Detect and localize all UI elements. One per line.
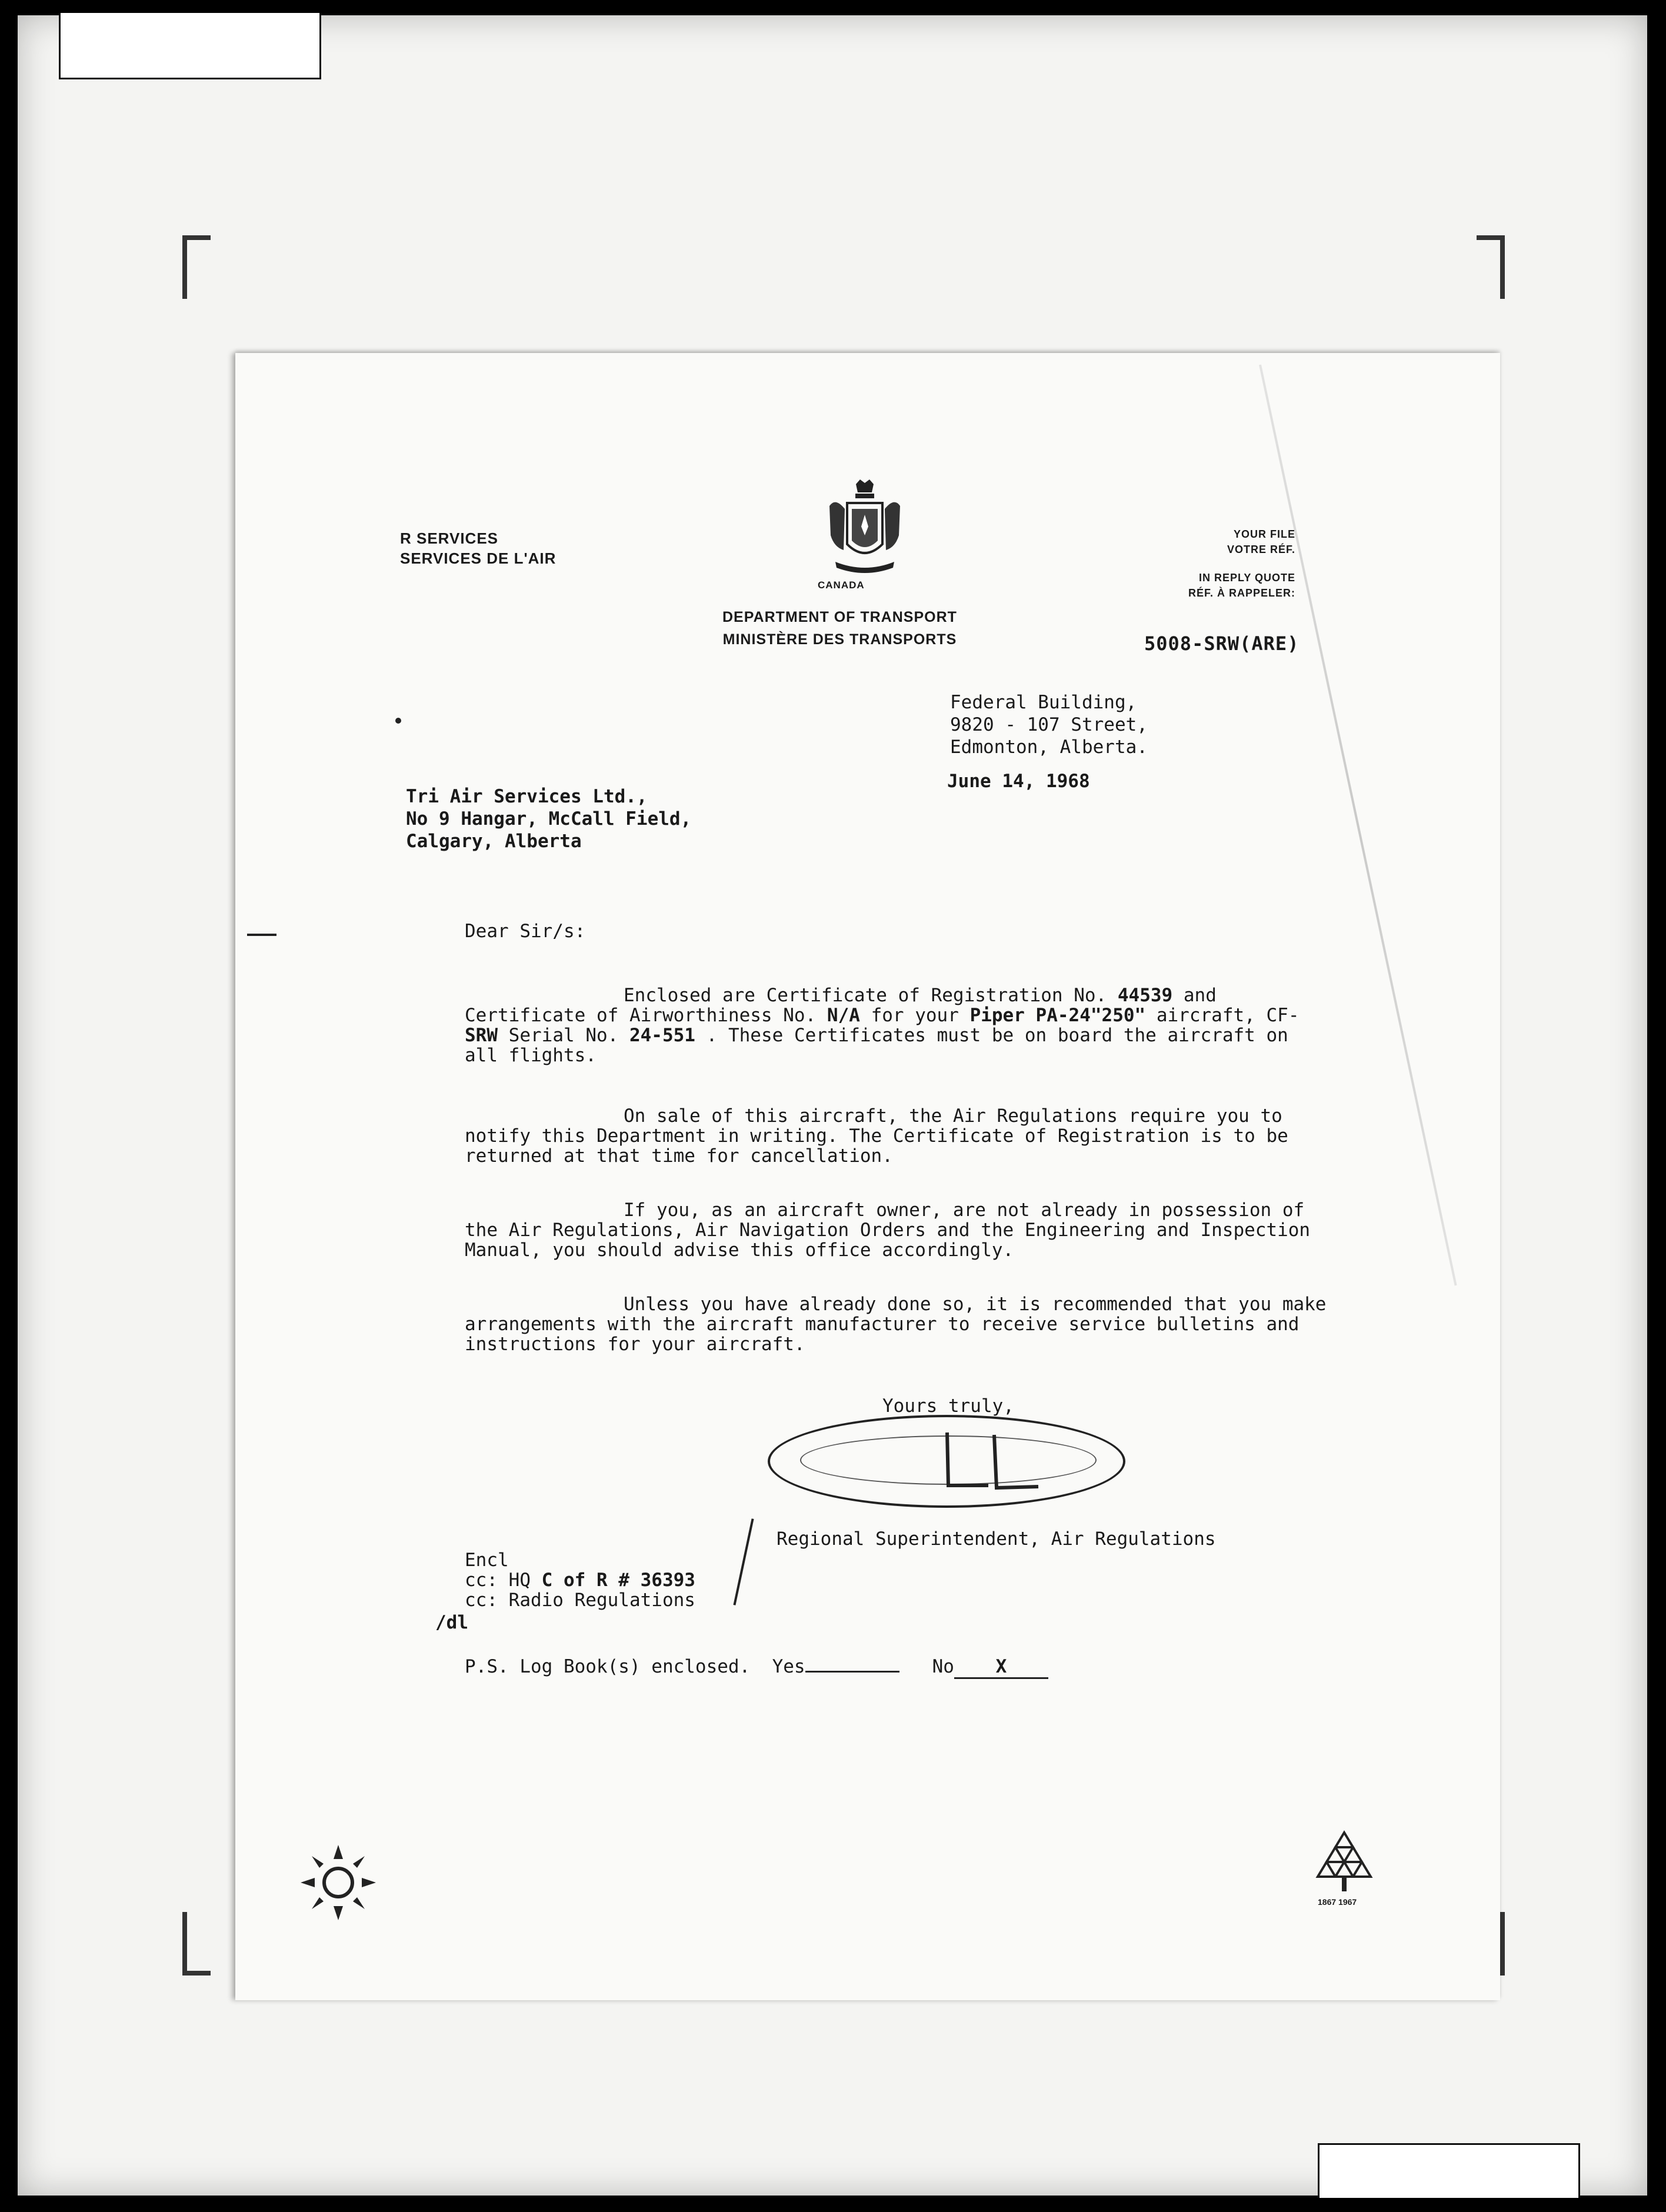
crop-mark-top-left — [182, 235, 211, 299]
airworthiness-number: N/A — [827, 1005, 860, 1026]
paragraph-certificates: Enclosed are Certificate of Registration No. 44539 and Certificate of Airworthiness No. N/A for your Piper PA-24"250" aircraft, CF-SRW Serial No. 24-551 . These Certificates must be on board the aircraft on all flights. — [465, 985, 1300, 1066]
sender-address-line: Edmonton, Alberta. — [950, 737, 1148, 758]
serial-number: 24-551 — [629, 1025, 695, 1046]
wreath-emblem-icon — [297, 1841, 379, 1926]
canada-coat-of-arms-icon — [824, 479, 906, 582]
paragraph-bulletins: Unless you have already done so, it is recommended that you make arrangements with the aircraft manufacturer to receive service bulletins and instructions for your aircraft. — [465, 1294, 1327, 1355]
margin-mark — [247, 934, 276, 936]
reference-number: 5008-SRW(ARE) — [1144, 632, 1300, 655]
registration-number: 44539 — [1117, 985, 1173, 1006]
crop-mark-top-right — [1477, 235, 1505, 299]
enclosures-block — [465, 1550, 695, 1610]
branch-name — [400, 528, 556, 568]
enclosure-label: Encl — [465, 1550, 509, 1571]
letter-date: June 14, 1968 — [947, 771, 1090, 792]
signature — [935, 1427, 1053, 1500]
department-name-en: DEPARTMENT OF TRANSPORT — [722, 609, 957, 625]
frame-tab-top — [59, 13, 321, 79]
addressee-line: Tri Air Services Ltd., — [406, 786, 648, 807]
salutation: Dear Sir/s: — [465, 921, 586, 942]
addressee-block — [406, 785, 691, 852]
branch-name-en: R SERVICES — [400, 529, 499, 547]
cc-headquarters: cc: HQ C of R # 36393 — [465, 1570, 695, 1591]
your-file-en: YOUR FILE — [1234, 528, 1296, 540]
branch-name-fr: SERVICES DE L'AIR — [400, 549, 557, 567]
crop-mark-bottom-left — [182, 1912, 211, 1976]
ink-dot — [395, 718, 401, 724]
reply-quote-en: IN REPLY QUOTE — [1198, 572, 1296, 584]
closing: Yours truly, — [882, 1395, 1014, 1417]
registration-mark: SRW — [465, 1025, 498, 1046]
logbook-yes-field — [805, 1671, 899, 1673]
your-file-fr: VOTRE RÉF. — [1227, 544, 1296, 555]
logbook-no-field: X — [954, 1656, 1048, 1679]
crest-label: CANADA — [818, 579, 865, 591]
aircraft-model: Piper PA-24"250" — [969, 1005, 1146, 1026]
frame-tab-bottom — [1318, 2143, 1580, 2198]
typist-initials: /dl — [435, 1612, 468, 1633]
cc-note: C of R # 36393 — [541, 1570, 695, 1591]
reference-labels — [1188, 527, 1295, 601]
reply-quote-fr: RÉF. À RAPPELER: — [1188, 587, 1296, 599]
addressee-line: Calgary, Alberta — [406, 831, 582, 852]
postscript: P.S. Log Book(s) enclosed. Yes No X — [465, 1656, 1048, 1679]
paragraph-regulations: If you, as an aircraft owner, are not already in possession of the Air Regulations, Air Navigation Orders and the Engineering and Inspection Manual, you should advise this office accordingly. — [465, 1200, 1311, 1261]
department-name — [722, 606, 957, 651]
centennial-years: 1867 1967 — [1318, 1897, 1357, 1907]
signatory-title: Regional Superintendent, Air Regulations — [777, 1528, 1216, 1550]
centennial-emblem-icon — [1312, 1830, 1377, 1897]
sender-address-line: 9820 - 107 Street, — [950, 714, 1148, 735]
addressee-line: No 9 Hangar, McCall Field, — [406, 808, 692, 830]
sender-address — [950, 691, 1148, 758]
cc-radio-regulations: cc: Radio Regulations — [465, 1590, 695, 1611]
department-name-fr: MINISTÈRE DES TRANSPORTS — [722, 631, 957, 648]
paragraph-sale: On sale of this aircraft, the Air Regulations require you to notify this Department in writing. The Certificate of Registration is to be returned at that time for cancellation. — [465, 1105, 1288, 1167]
sender-address-line: Federal Building, — [950, 692, 1137, 713]
